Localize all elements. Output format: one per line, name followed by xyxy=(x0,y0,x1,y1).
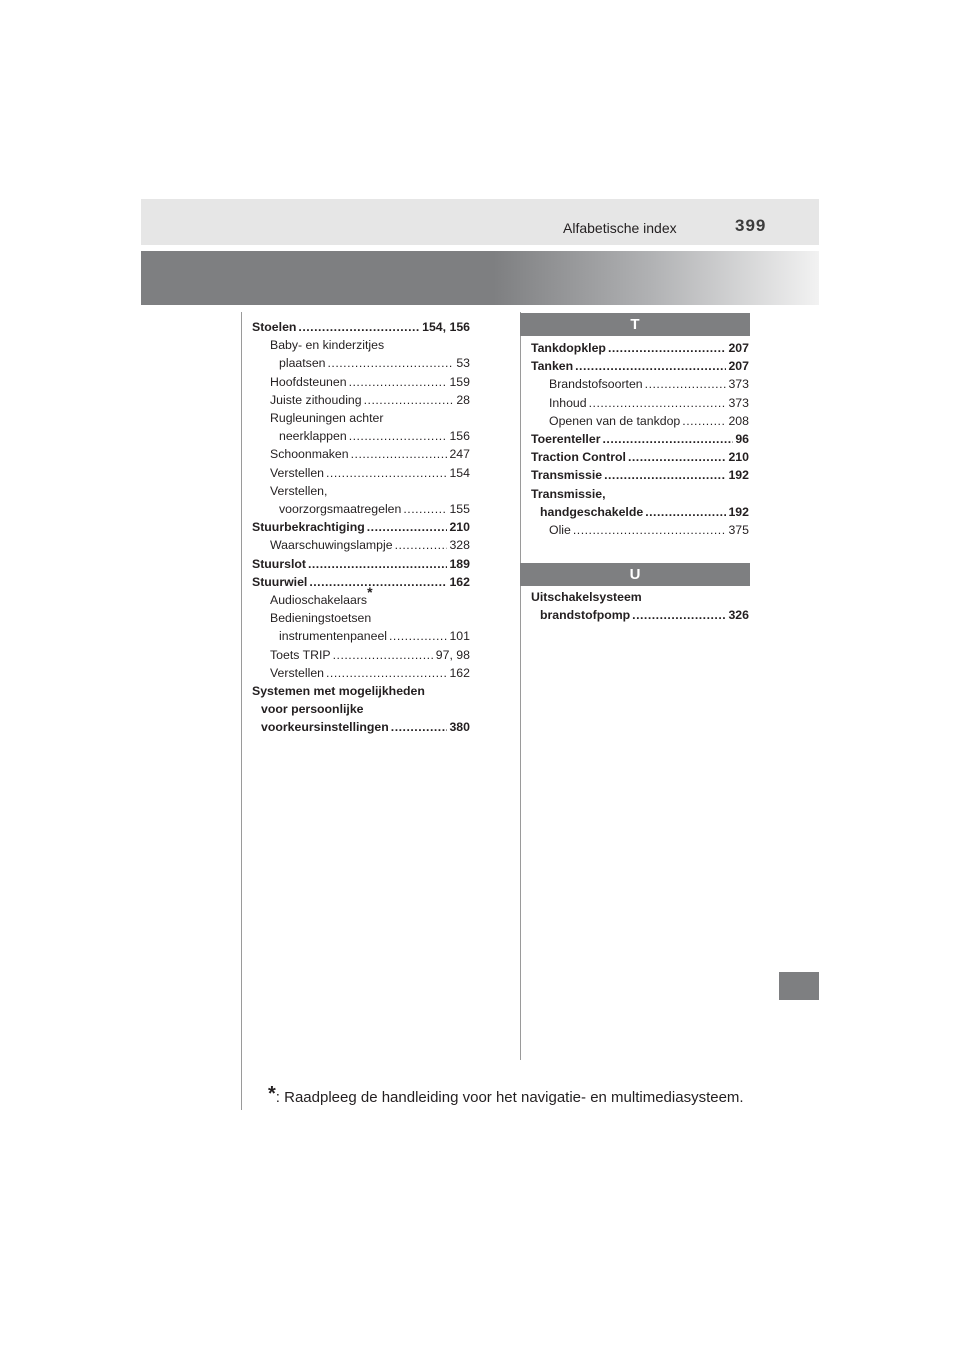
page-number: 399 xyxy=(735,216,767,235)
index-entry[interactable]: voorzorgsmaatregelen ..... 155 xyxy=(252,500,470,518)
index-column-right-t xyxy=(531,339,749,539)
index-entry[interactable]: Transmissie ..... 192 xyxy=(531,466,749,484)
page-title: Alfabetische index xyxy=(563,220,677,236)
index-entry[interactable]: Olie ..... 375 xyxy=(531,521,749,539)
index-entry-text: Systemen met mogelijkheden xyxy=(252,684,425,699)
index-entry[interactable]: Tankdopklep ..... 207 xyxy=(531,339,749,357)
index-entry-text: voor persoonlijke xyxy=(261,702,364,717)
index-entry[interactable]: Verstellen ..... 162 xyxy=(252,664,470,682)
index-entry[interactable]: Hoofdsteunen ..... 159 xyxy=(252,373,470,391)
index-entry-text: Bedieningstoetsen xyxy=(270,611,372,626)
index-entry[interactable]: Traction Control ..... 210 xyxy=(531,448,749,466)
index-entry-text: Rugleuningen achter xyxy=(270,411,384,426)
footnote-marker: * xyxy=(268,1083,276,1105)
index-entry[interactable]: handgeschakelde ..... 192 xyxy=(531,503,749,521)
index-column-left xyxy=(252,318,470,737)
index-entry[interactable]: Brandstofsoorten ..... 373 xyxy=(531,375,749,393)
index-entry[interactable]: Toerenteller ..... 96 xyxy=(531,430,749,448)
index-entry[interactable]: Inhoud ..... 373 xyxy=(531,394,749,412)
index-entry[interactable]: Toets TRIP ..... 97, 98 xyxy=(252,646,470,664)
index-entry[interactable]: brandstofpomp ..... 326 xyxy=(531,606,749,624)
chapter-tab xyxy=(779,972,819,1000)
index-column-right-u xyxy=(531,588,749,624)
index-entry[interactable]: Juiste zithouding ..... 28 xyxy=(252,391,470,409)
index-entry[interactable]: Stuurbekrachtiging ..... 210 xyxy=(252,518,470,536)
header-bar xyxy=(141,199,819,245)
index-entry[interactable]: voorkeursinstellingen ..... 380 xyxy=(252,718,470,736)
index-entry[interactable]: Schoonmaken ..... 247 xyxy=(252,445,470,463)
decorative-band xyxy=(141,251,819,305)
column-divider-left xyxy=(241,312,242,1110)
index-entry[interactable]: Stuurslot ..... 189 xyxy=(252,555,470,573)
index-entry[interactable]: Audioschakelaars* xyxy=(270,583,373,608)
index-entry[interactable]: Verstellen ..... 154 xyxy=(252,464,470,482)
footnote-marker: * xyxy=(367,583,373,600)
footnote xyxy=(268,1085,744,1108)
index-entry-text: Transmissie, xyxy=(531,486,606,501)
index-entry[interactable]: Stuurwiel ..... 162 xyxy=(252,573,470,591)
index-entry[interactable]: Stoelen ..... 154, 156 xyxy=(252,318,470,336)
index-entry[interactable]: Waarschuwingslampje ..... 328 xyxy=(252,536,470,554)
index-entry[interactable]: Tanken ..... 207 xyxy=(531,357,749,375)
footnote-text: : Raadpleeg de handleiding voor het navigatie- en multimediasysteem. xyxy=(275,1089,744,1106)
index-entry[interactable]: plaatsen ..... 53 xyxy=(252,354,470,372)
section-header-u: U xyxy=(520,563,750,586)
index-entry[interactable]: instrumentenpaneel ..... 101 xyxy=(252,627,470,645)
index-entry-text: Verstellen, xyxy=(270,483,328,498)
section-header-t: T xyxy=(520,313,750,336)
column-divider-middle xyxy=(520,312,521,1060)
index-entry[interactable]: neerklappen ..... 156 xyxy=(252,427,470,445)
index-entry-text: Uitschakelsysteem xyxy=(531,590,642,604)
index-entry[interactable]: Openen van de tankdop ..... 208 xyxy=(531,412,749,430)
index-entry-text: Baby- en kinderzitjes xyxy=(270,338,385,353)
